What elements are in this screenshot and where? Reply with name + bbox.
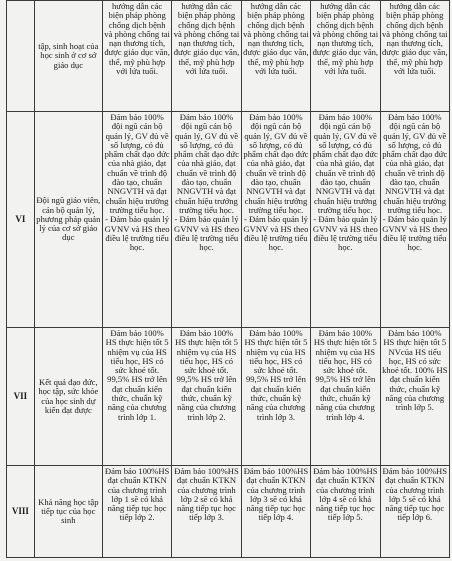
grade-2-cell: Đảm bảo 100%HS đạt chuẩn KTKN của chương trình lớp 2 sẽ có khả năng tiếp tục học tiếp lớp 3. [172, 466, 241, 558]
grade-1-cell: Đảm bảo 100%HS đạt chuẩn KTKN của chương trình lớp 1 sẽ có khả năng tiếp tục học tiếp lớp 2. [102, 466, 171, 558]
grade-3-cell: Đảm bảo 100%HS đạt chuẩn KTKN của chương trình lớp 3 sẽ có khả năng tiếp tục học tiếp lớp 4. [241, 466, 310, 558]
criterion-cell: Kết quả đạo đức, học tập, sức khỏe của học sinh dự kiến đạt được [34, 328, 102, 466]
grade-4-cell: Đảm bảo 100% HS thực hiện tốt 5 nhiệm vụ của HS tiểu học, HS có sức khoẻ tốt. 99,5% HS trở lên đạt chuẩn kiến thức, chuẩn kỹ năng của chương trình lớp 4. [311, 328, 380, 466]
row-number: VIII [7, 466, 35, 558]
school-plan-table [6, 0, 450, 558]
grade-4-cell: Đảm bảo 100%HS đạt chuẩn KTKN của chương trình lớp 4 sẽ có khả năng tiếp tục học tiếp lớp 5. [311, 466, 380, 558]
grade-3-cell: hướng dẫn các biện pháp phòng chống dịch bệnh và phòng chống tai nạn thương tích, được giáo dục văn, thể, mỹ phù hợp với lứa tuổi. [241, 1, 310, 112]
grade-1-cell: Đảm bảo 100% đội ngũ cán bộ quản lý, GV đủ về số lượng, có đủ phẩm chất đạo đức của nhà giáo, đạt chuẩn về trình độ đào tạo, chuẩn NNGVTH và đạt chuẩn hiệu trưởng trường tiểu học. - Đảm bảo quản lý GVNV và HS theo điều lệ trường tiểu học. [102, 112, 171, 328]
table-row [7, 1, 450, 112]
grade-2-cell: Đảm bảo 100% đội ngũ cán bộ quản lý, GV đủ về số lượng, có đủ phẩm chất đạo đức của nhà giáo, đạt chuẩn về trình độ đào tạo, chuẩn NNGVTH và đạt chuẩn hiệu trưởng trường tiểu học. - Đảm bảo quản lý GVNV và HS theo điều lệ trường tiểu học. [172, 112, 241, 328]
criterion-cell: Khả năng học tập tiếp tục của học sinh [34, 466, 102, 558]
criterion-cell: Đội ngũ giáo viên, cán bộ quản lý, phương pháp quản lý của cơ sở giáo dục [34, 112, 102, 328]
grade-3-cell: Đảm bảo 100% đội ngũ cán bộ quản lý, GV đủ về số lượng, có đủ phẩm chất đạo đức của nhà giáo, đạt chuẩn về trình độ đào tạo, chuẩn NNGVTH và đạt chuẩn hiệu trưởng trường tiểu học. - Đảm bảo quản lý GVNV và HS theo điều lệ trường tiểu học. [241, 112, 310, 328]
table-row [7, 328, 450, 466]
grade-5-cell: Đảm bảo 100%HS đạt chuẩn KTKN của chương trình lớp 5 sẽ có khả năng tiếp tục học tiếp lớp 6. [380, 466, 449, 558]
grade-1-cell: Đảm bảo 100% HS thực hiện tốt 5 nhiệm vụ của HS tiểu học, HS có sức khoẻ tốt. 99,5% HS trở lên đạt chuẩn kiến thức, chuẩn kỹ năng của chương trình lớp 1. [102, 328, 171, 466]
grade-2-cell: hướng dẫn các biện pháp phòng chống dịch bệnh và phòng chống tai nạn thương tích, được giáo dục văn, thể, mỹ phù hợp với lứa tuổi. [172, 1, 241, 112]
grade-1-cell: hướng dẫn các biện pháp phòng chống dịch bệnh và phòng chống tai nạn thương tích, được giáo dục văn, thể, mỹ phù hợp với lứa tuổi. [102, 1, 171, 112]
grade-4-cell: hướng dẫn các biện pháp phòng chống dịch bệnh và phòng chống tai nạn thương tích, được giáo dục văn, thể, mỹ phù hợp với lứa tuổi. [311, 1, 380, 112]
grade-5-cell: Đảm bảo 100% HS thực hiện tốt 5 NVcủa HS tiểu học, HS có sức khoẻ tốt. 100% HS đạt chuẩn kiến thức, chuẩn kỹ năng của chương trình lớp 5. [380, 328, 449, 466]
grade-2-cell: Đảm bảo 100% HS thực hiện tốt 5 nhiệm vụ của HS tiểu học, HS có sức khoẻ tốt. 99,5% HS trở lên đạt chuẩn kiến thức, chuẩn kỹ năng của chương trình lớp 2. [172, 328, 241, 466]
row-number: VII [7, 328, 35, 466]
table-row [7, 112, 450, 328]
criterion-cell: tập, sinh hoạt của học sinh ở cơ sở giáo dục [34, 1, 102, 112]
grade-4-cell: Đảm bảo 100% đội ngũ cán bộ quản lý, GV đủ về số lượng, có đủ phẩm chất đạo đức của nhà giáo, đạt chuẩn về trình độ đào tạo, chuẩn NNGVTH và đạt chuẩn hiệu trưởng trường tiểu học. - Đảm bảo quản lý GVNV và HS theo điều lệ trường tiểu học. [311, 112, 380, 328]
row-number [7, 1, 35, 112]
row-number: VI [7, 112, 35, 328]
grade-5-cell: hướng dẫn các biện pháp phòng chống dịch bệnh và phòng chống tai nạn thương tích, được giáo dục văn, thể, mỹ phù hợp với lứa tuổi. [380, 1, 449, 112]
grade-3-cell: Đảm bảo 100% HS thực hiện tốt 5 nhiệm vụ của HS tiểu học, HS có sức khoẻ tốt. 99,5% HS trở lên đạt chuẩn kiến thức, chuẩn kỹ năng của chương trình lớp 3. [241, 328, 310, 466]
table-row [7, 466, 450, 558]
grade-5-cell: Đảm bảo 100% đội ngũ cán bộ quản lý, GV đủ về số lượng, có đủ phẩm chất đạo đức của nhà giáo, đạt chuẩn về trình độ đào tạo, chuẩn NNGVTH và đạt chuẩn hiệu trưởng trường tiểu học. - Đảm bảo quản lý GVNV và HS theo điều lệ trường tiểu học. [380, 112, 449, 328]
